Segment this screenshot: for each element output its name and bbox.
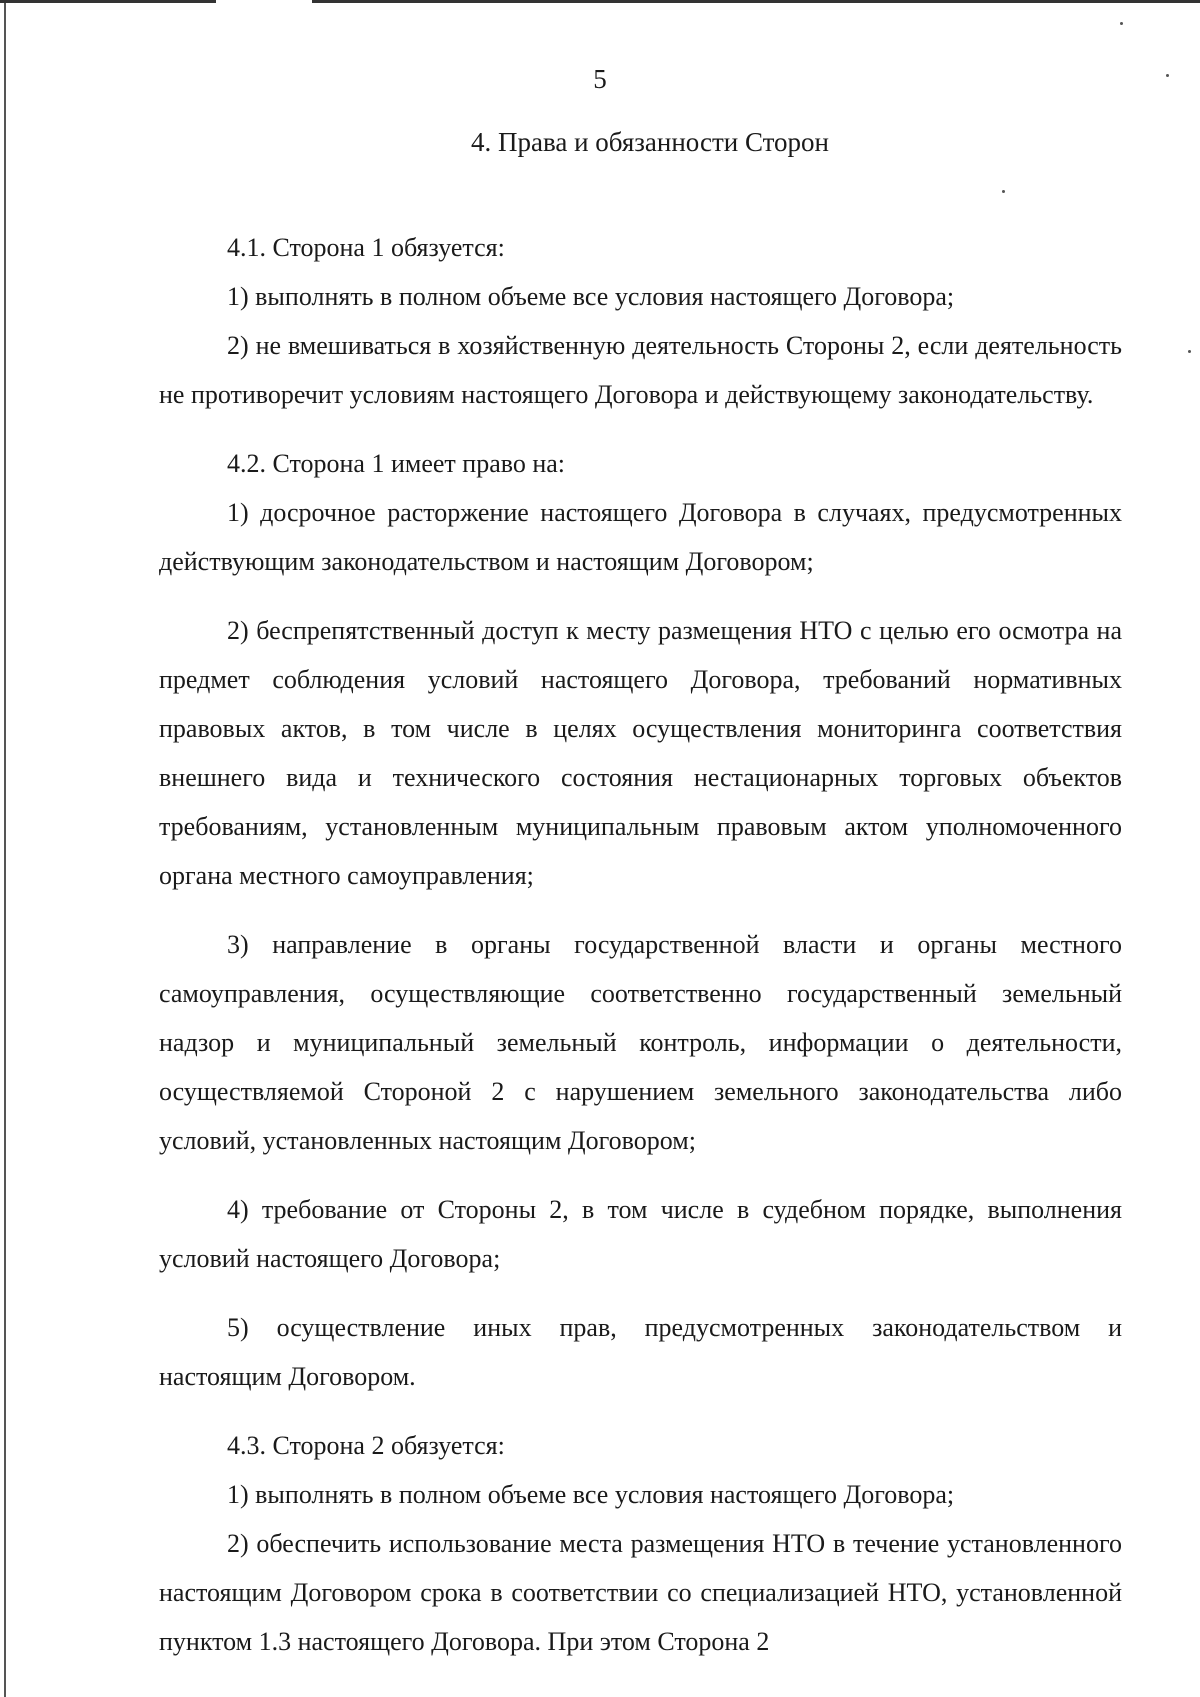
clause-4-1-item-1: 1) выполнять в полном объеме все условия настоящего Договора; (227, 282, 955, 311)
page-number: 5 (593, 64, 607, 94)
section-heading: 4. Права и обязанности Сторон (470, 127, 830, 157)
scan-speck (1188, 350, 1191, 353)
scan-border-left (4, 0, 6, 1697)
clause-4-2-item-3: 3) направление в органы государственной власти и органы местного самоуправления, осуществляющие соответственно государственный земельный надзор и муниципальный земельный контроль, информации о деятельности, осуществляемой Стороной 2 с нарушением земельного законодательства либо условий, установленных настоящим Договором; (159, 930, 1122, 1155)
clause-4-2-item-2: 2) беспрепятственный доступ к месту размещения НТО с целью его осмотра на предмет соблюдения условий настоящего Договора, требований нормативных правовых актов, в том числе в целях осуществления мониторинга соответствия внешнего вида и технического состояния нестационарных торговых объектов требованиям, установленным муниципальным правовым актом уполномоченного органа местного самоуправления; (159, 616, 1122, 890)
clause-4-1-item-2: 2) не вмешиваться в хозяйственную деятельность Стороны 2, если деятельность не противоречит условиям настоящего Договора и действующему законодательству. (159, 331, 1122, 409)
clause-4-2-heading: 4.2. Сторона 1 имеет право на: (227, 449, 566, 478)
clause-4-1-heading: 4.1. Сторона 1 обязуется: (227, 233, 505, 262)
clause-4-3-heading: 4.3. Сторона 2 обязуется: (227, 1431, 505, 1460)
clause-4-3-item-2: 2) обеспечить использование места размещения НТО в течение установленного настоящим Договором срока в соответствии со специализацией НТО, установленной пунктом 1.3 настоящего Договора. При этом Сторона 2 (159, 1529, 1122, 1656)
clause-4-3-item-1: 1) выполнять в полном объеме все условия настоящего Договора; (227, 1480, 955, 1509)
scan-speck (1120, 22, 1123, 25)
document-body (159, 223, 1122, 1666)
scan-border-top (0, 0, 1200, 3)
clause-4-2-item-1: 1) досрочное расторжение настоящего Договора в случаях, предусмотренных действующим законодательством и настоящим Договором; (159, 498, 1122, 576)
clause-4-2-item-4: 4) требование от Стороны 2, в том числе в судебном порядке, выполнения условий настоящего Договора; (159, 1195, 1122, 1273)
scan-speck (1002, 190, 1005, 193)
clause-4-2-item-5: 5) осуществление иных прав, предусмотренных законодательством и настоящим Договором. (159, 1313, 1122, 1391)
